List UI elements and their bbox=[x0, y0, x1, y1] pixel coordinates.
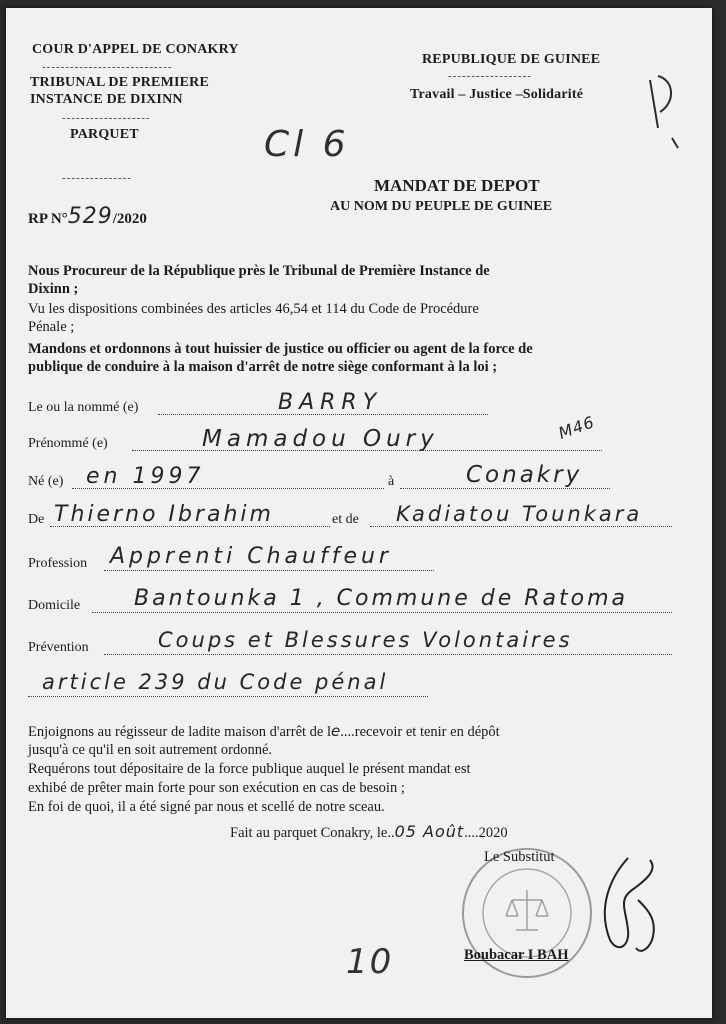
closing-line: En foi de quoi, il a été signé par nous et scellé de notre sceau. bbox=[28, 799, 385, 815]
closing-line: exhibé de prêter main forte pour son exécution en cas de besoin ; bbox=[28, 780, 405, 796]
date-year: 2020 bbox=[478, 825, 508, 841]
dotted-line bbox=[28, 696, 428, 697]
dotted-line bbox=[104, 654, 672, 655]
court-name: COUR D'APPEL DE CONAKRY bbox=[32, 42, 239, 57]
closing-line: Requérons tout dépositaire de la force publique auquel le présent mandat est bbox=[28, 761, 471, 777]
dotted-line bbox=[370, 526, 672, 527]
signatory-title: Le Substitut bbox=[484, 849, 555, 865]
reference-handwritten-number: 529 bbox=[67, 204, 113, 229]
dotted-line bbox=[400, 488, 610, 489]
born-label: Né (e) bbox=[28, 474, 64, 489]
firstname-value: Mamadou Oury bbox=[202, 426, 439, 452]
firstname-label: Prénommé (e) bbox=[28, 436, 108, 451]
republic-motto: Travail – Justice –Solidarité bbox=[410, 87, 584, 102]
name-label: Le ou la nommé (e) bbox=[28, 400, 139, 415]
reference-prefix: RP N° bbox=[28, 211, 68, 227]
preamble-line: Nous Procureur de la République près le Tribunal de Première Instance de bbox=[28, 263, 490, 279]
domicile-value: Bantounka 1 , Commune de Ratoma bbox=[134, 586, 629, 611]
date-line: Fait au parquet Conakry, le..05 Août....2020 bbox=[230, 822, 508, 841]
signature-icon bbox=[588, 850, 672, 960]
closing-text-rest: recevoir et tenir en dépôt bbox=[354, 724, 500, 740]
firstname-note: M46 bbox=[555, 412, 598, 443]
handwritten-classification: Cl 6 bbox=[264, 124, 350, 165]
mother-value: Kadiatou Tounkara bbox=[396, 502, 643, 526]
born-place-value: Conakry bbox=[466, 462, 583, 488]
separator: ------------------- bbox=[62, 112, 151, 124]
separator: ---------------------------- bbox=[42, 61, 173, 73]
preamble-line: Pénale ; bbox=[28, 319, 75, 335]
born-at-label: à bbox=[388, 474, 395, 489]
closing-line: jusqu'à ce qu'il en soit autrement ordonné. bbox=[28, 742, 273, 758]
date-handwritten: 05 Août bbox=[394, 822, 465, 841]
prevention-value: Coups et Blessures Volontaires bbox=[158, 628, 573, 652]
parquet-label: PARQUET bbox=[70, 127, 139, 142]
reference-year: /2020 bbox=[112, 211, 147, 227]
preamble-line: Vu les dispositions combinées des articles 46,54 et 114 du Code de Procédure bbox=[28, 301, 479, 317]
prevention-label: Prévention bbox=[28, 640, 89, 655]
dotted-line bbox=[104, 570, 434, 571]
prevention-article-value: article 239 du Code pénal bbox=[42, 670, 389, 694]
tribunal-line2: INSTANCE DE DIXINN bbox=[30, 92, 183, 107]
closing-text: Enjoignons au régisseur de ladite maison d'arrêt de l bbox=[28, 724, 331, 740]
date-prefix: Fait au parquet Conakry, le bbox=[230, 825, 388, 841]
document-subtitle: AU NOM DU PEUPLE DE GUINEE bbox=[330, 199, 553, 214]
dotted-line bbox=[92, 612, 672, 613]
tribunal-line1: TRIBUNAL DE PREMIERE bbox=[30, 75, 210, 90]
born-year-value: en 1997 bbox=[86, 464, 205, 489]
father-value: Thierno Ibrahim bbox=[54, 502, 274, 527]
domicile-label: Domicile bbox=[28, 598, 81, 613]
profession-label: Profession bbox=[28, 556, 88, 571]
father-label: De bbox=[28, 512, 45, 527]
reference-number bbox=[28, 204, 147, 229]
republic-name: REPUBLIQUE DE GUINEE bbox=[422, 52, 601, 67]
closing-handwritten: e bbox=[331, 722, 341, 740]
mother-label: et de bbox=[332, 512, 359, 527]
handwritten-bottom-note: 10 bbox=[346, 942, 394, 982]
preamble-line: publique de conduire à la maison d'arrêt de notre siège conformant à la loi ; bbox=[28, 359, 498, 375]
separator: ------------------ bbox=[448, 70, 532, 82]
document-title: MANDAT DE DEPOT bbox=[374, 176, 540, 195]
signatory-name: Boubacar I BAH bbox=[464, 947, 569, 963]
separator: --------------- bbox=[62, 172, 132, 184]
pen-mark-icon bbox=[646, 72, 686, 152]
profession-value: Apprenti Chauffeur bbox=[110, 544, 392, 569]
preamble-line: Dixinn ; bbox=[28, 281, 79, 297]
closing-line: Enjoignons au régisseur de ladite maison d'arrêt de le....recevoir et tenir en dépôt bbox=[28, 722, 500, 740]
preamble-line: Mandons et ordonnons à tout huissier de justice ou officier ou agent de la force de bbox=[28, 341, 533, 357]
document-page bbox=[6, 8, 712, 1018]
name-value: BARRY bbox=[278, 390, 383, 415]
